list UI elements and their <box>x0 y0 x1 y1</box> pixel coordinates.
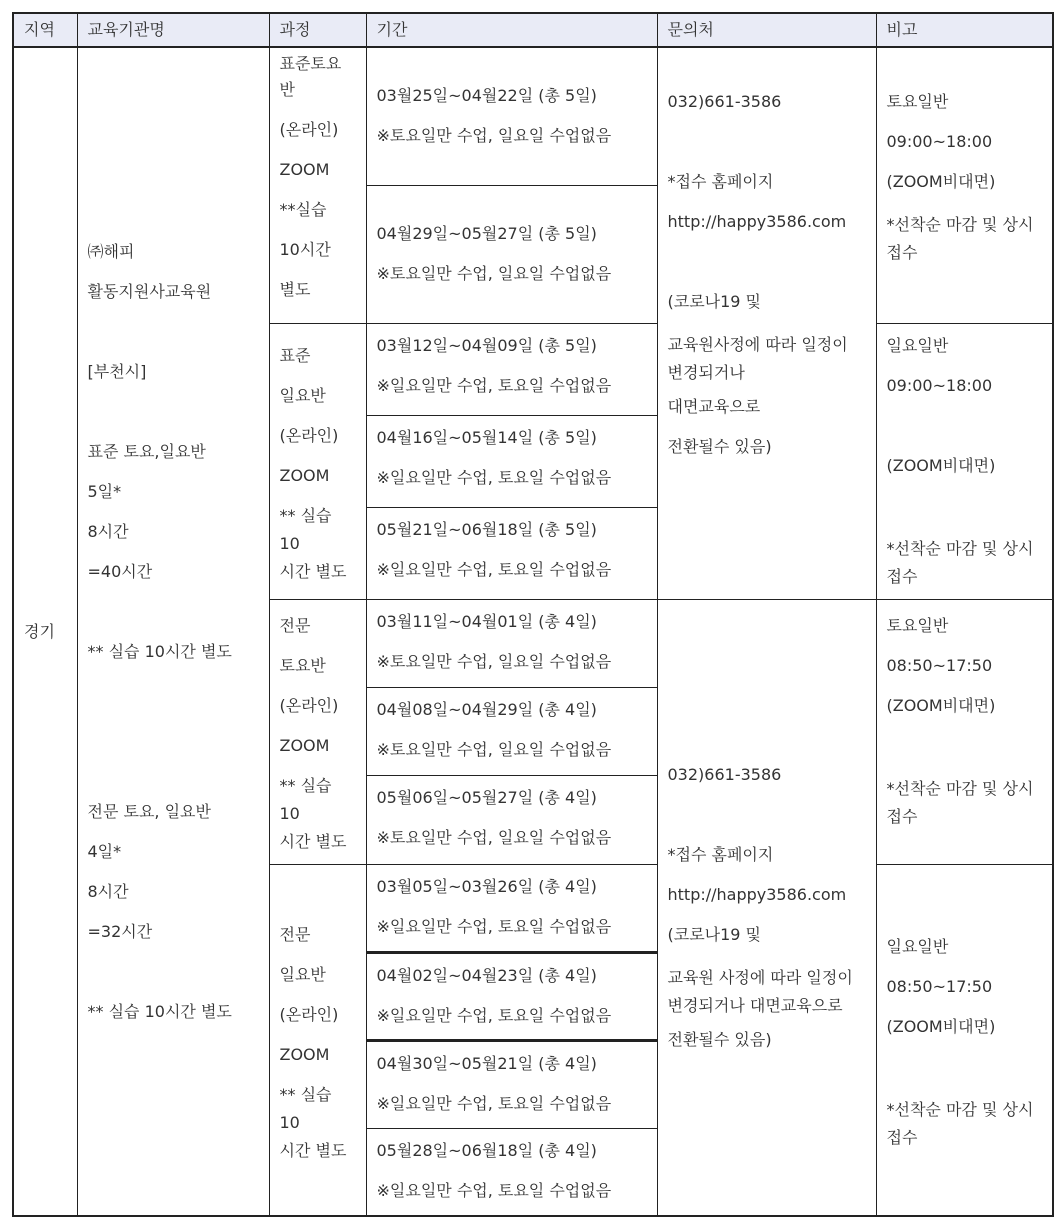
header-institution: 교육기관명 <box>77 13 269 47</box>
header-course: 과정 <box>269 13 366 47</box>
institution-name-line2: 활동지원사교육원 <box>87 281 212 301</box>
period-cell: 05월21일~06월18일 (총 5일) ※일요일만 수업, 토요일 수업없음 <box>366 507 657 599</box>
note-cell: 일요일반 08:50~17:50 (ZOOM비대면) *선착순 마감 및 상시 접수 <box>876 864 1053 1216</box>
note-cell: 일요일반 09:00~18:00 (ZOOM비대면) *선착순 마감 및 상시 접수 <box>876 323 1053 599</box>
education-schedule-table <box>12 12 1054 1217</box>
institution-city: [부천시] <box>87 361 147 381</box>
header-contact: 문의처 <box>657 13 876 47</box>
header-period: 기간 <box>366 13 657 47</box>
period-cell: 04월08일~04월29일 (총 4일) ※토요일만 수업, 일요일 수업없음 <box>366 687 657 775</box>
header-region: 지역 <box>13 13 77 47</box>
professional-hours: 8시간 <box>87 881 129 901</box>
course-cell: 표준토요 반 (온라인) ZOOM **실습 10시간 별도 <box>269 47 366 323</box>
region-cell: 경기 <box>13 47 77 1216</box>
contact-cell: 032)661-3586 *접수 홈페이지 http://happy3586.com (코로나19 및 교육원사정에 따라 일정이 변경되거나 대면교육으로 전환될수 있음) <box>657 47 876 599</box>
period-cell: 03월11일~04월01일 (총 4일) ※토요일만 수업, 일요일 수업없음 <box>366 599 657 687</box>
period-cell: 03월05일~03월26일 (총 4일) ※일요일만 수업, 토요일 수업없음 <box>366 864 657 952</box>
contact-cell: 032)661-3586 *접수 홈페이지 http://happy3586.com (코로나19 및 교육원 사정에 따라 일정이 변경되거나 대면교육으로 전환될수 있음) <box>657 599 876 1216</box>
period-cell: 04월29일~05월27일 (총 5일) ※토요일만 수업, 일요일 수업없음 <box>366 185 657 323</box>
institution-cell <box>77 47 269 1216</box>
professional-total: =32시간 <box>87 921 153 941</box>
standard-total: =40시간 <box>87 561 153 581</box>
header-note: 비고 <box>876 13 1053 47</box>
table-row <box>13 47 1053 185</box>
period-note: ※토요일만 수업, 일요일 수업없음 <box>376 126 612 146</box>
period-date: 03월25일~04월22일 (총 5일) <box>376 86 597 106</box>
period-cell: 05월06일~05월27일 (총 4일) ※토요일만 수업, 일요일 수업없음 <box>366 776 657 864</box>
standard-days: 5일* <box>87 481 122 501</box>
note-cell: 토요일반 09:00~18:00 (ZOOM비대면) *선착순 마감 및 상시 접수 <box>876 47 1053 323</box>
course-cell: 표준 일요반 (온라인) ZOOM ** 실습 10 시간 별도 <box>269 323 366 599</box>
contact-site-label: *접수 홈페이지 <box>667 172 774 191</box>
contact-url: http://happy3586.com <box>667 884 847 904</box>
header-row <box>13 13 1053 47</box>
standard-title: 표준 토요,일요반 <box>87 441 206 461</box>
contact-covid-line1: (코로나19 및 <box>667 292 762 311</box>
institution-name-line1: ㈜해피 <box>87 241 135 261</box>
standard-practice: ** 실습 10시간 별도 <box>87 641 232 661</box>
contact-url: http://happy3586.com <box>667 212 847 231</box>
professional-days: 4일* <box>87 841 122 861</box>
period-cell: 04월16일~05월14일 (총 5일) ※일요일만 수업, 토요일 수업없음 <box>366 415 657 507</box>
period-cell: 04월30일~05월21일 (총 4일) ※일요일만 수업, 토요일 수업없음 <box>366 1040 657 1128</box>
period-cell: 04월02일~04월23일 (총 4일) ※일요일만 수업, 토요일 수업없음 <box>366 952 657 1040</box>
period-cell: 03월12일~04월09일 (총 5일) ※일요일만 수업, 토요일 수업없음 <box>366 323 657 415</box>
contact-phone: 032)661-3586 <box>667 92 782 111</box>
professional-practice: ** 실습 10시간 별도 <box>87 1001 232 1021</box>
professional-title: 전문 토요, 일요반 <box>87 801 211 821</box>
standard-hours: 8시간 <box>87 521 129 541</box>
period-cell: 05월28일~06월18일 (총 4일) ※일요일만 수업, 토요일 수업없음 <box>366 1128 657 1216</box>
course-cell: 전문 일요반 (온라인) ZOOM ** 실습 10 시간 별도 <box>269 864 366 1216</box>
contact-site-label: *접수 홈페이지 <box>667 844 774 864</box>
contact-phone: 032)661-3586 <box>667 764 782 784</box>
course-cell: 전문 토요반 (온라인) ZOOM ** 실습 10 시간 별도 <box>269 599 366 864</box>
period-cell <box>366 47 657 185</box>
note-cell: 토요일반 08:50~17:50 (ZOOM비대면) *선착순 마감 및 상시 접수 <box>876 599 1053 864</box>
